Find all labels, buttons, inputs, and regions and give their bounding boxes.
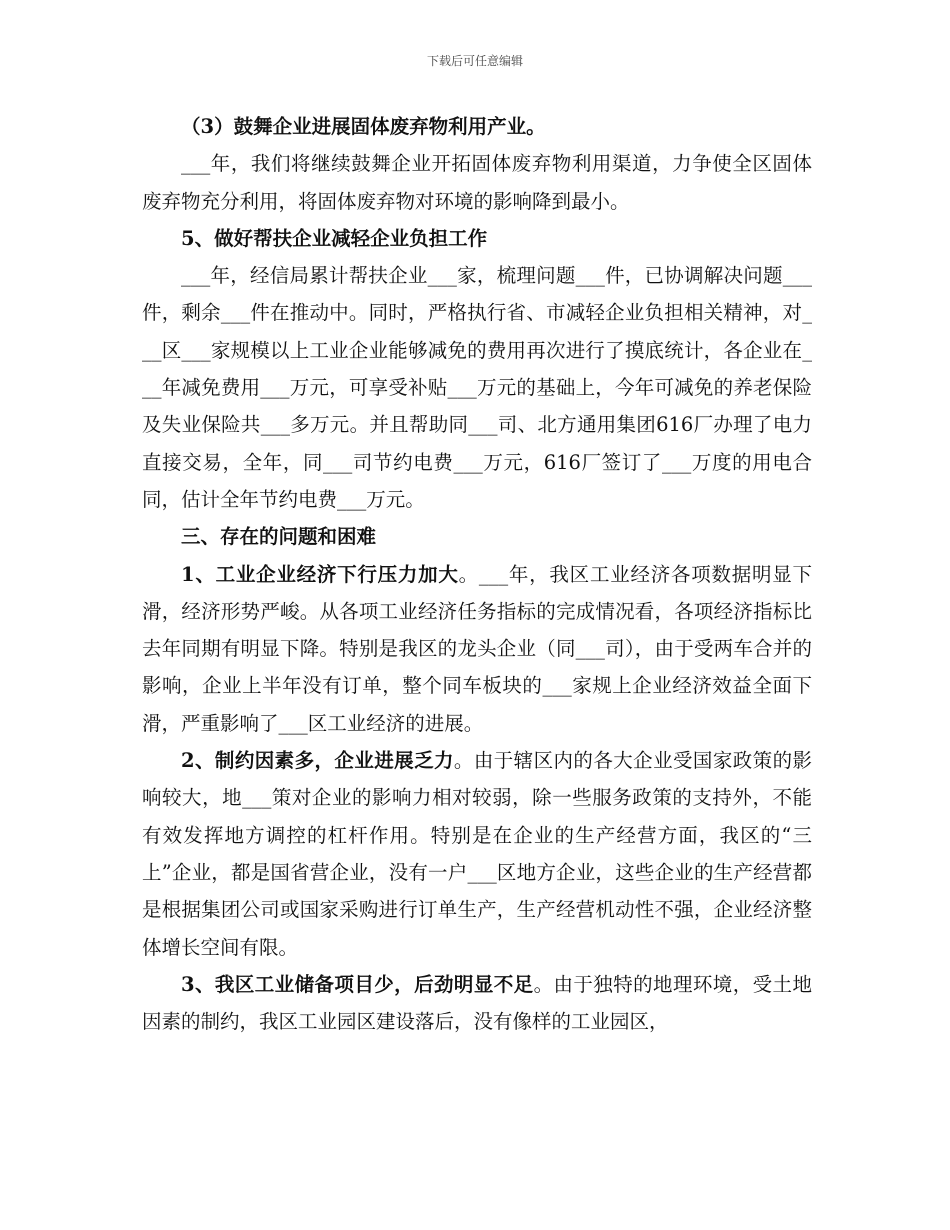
paragraph-problem-3 <box>142 966 812 1041</box>
problem-3-body: 。由于独特的地理环境，受土地因素的制约，我区工业园区建设落后，没有像样的工业园区， <box>142 972 812 1034</box>
paragraph-problem-1 <box>142 556 812 742</box>
problem-2-body: 。由于辖区内的各大企业受国家政策的影响较大，地___策对企业的影响力相对较弱，除一些服务政策的支持外，不能有效发挥地方调控的杠杆作用。特别是在企业的生产经营方面，我区的“三上”企业，都是国省营企业，没有一户___区地方企业，这些企业的生产经营都是根据集团公司或国家采购进行订单生产，生产经营机动性不强，企业经济整体增长空间有限。 <box>142 749 812 959</box>
section-heading-3: （3）鼓舞企业进展固体废弃物利用产业。 <box>181 115 546 138</box>
paragraph-problem-2 <box>142 742 812 966</box>
section-heading-problems: 三、存在的问题和困难 <box>181 525 377 549</box>
problem-2-lead: 2、制约因素多，企业进展乏力 <box>181 749 454 773</box>
section-heading-5: 5、做好帮扶企业减轻企业负担工作 <box>181 226 488 250</box>
paragraph-enterprise-support: ___年，经信局累计帮扶企业___家，梳理问题___件，已协调解决问题___件，剩余___件在推动中。同时，严格执行省、市减轻企业负担相关精神，对___区___家规模以上工业企业能够减免的费用再次进行了摸底统计，各企业在___年减免费用___万元，可享受补贴___万元的基础上，今年可减免的养老保险及失业保险共___多万元。并且帮助同___司、北方通用集团616厂办理了电力直接交易，全年，同___司节约电费___万元，616厂签订了___万度的用电合同，估计全年节约电费___万元。 <box>142 264 812 511</box>
problem-1-lead: 1、工业企业经济下行压力加大 <box>181 562 459 586</box>
paragraph-solid-waste: ___年，我们将继续鼓舞企业开拓固体废弃物利用渠道，力争使全区固体废弃物充分利用，将固体废弃物对环境的影响降到最小。 <box>142 152 812 213</box>
page-header: 下载后可任意编辑 <box>426 54 523 68</box>
problem-3-lead: 3、我区工业储备项目少，后劲明显不足 <box>181 972 534 996</box>
document-body <box>142 108 812 1040</box>
problem-1-body: 。___年，我区工业经济各项数据明显下滑，经济形势严峻。从各项工业经济任务指标的完成情况看，各项经济指标比去年同期有明显下降。特别是我区的龙头企业（同___司），由于受两车合并的影响，企业上半年没有订单，整个同车板块的___家规上企业经济效益全面下滑，严重影响了___区工业经济的进展。 <box>142 562 812 735</box>
